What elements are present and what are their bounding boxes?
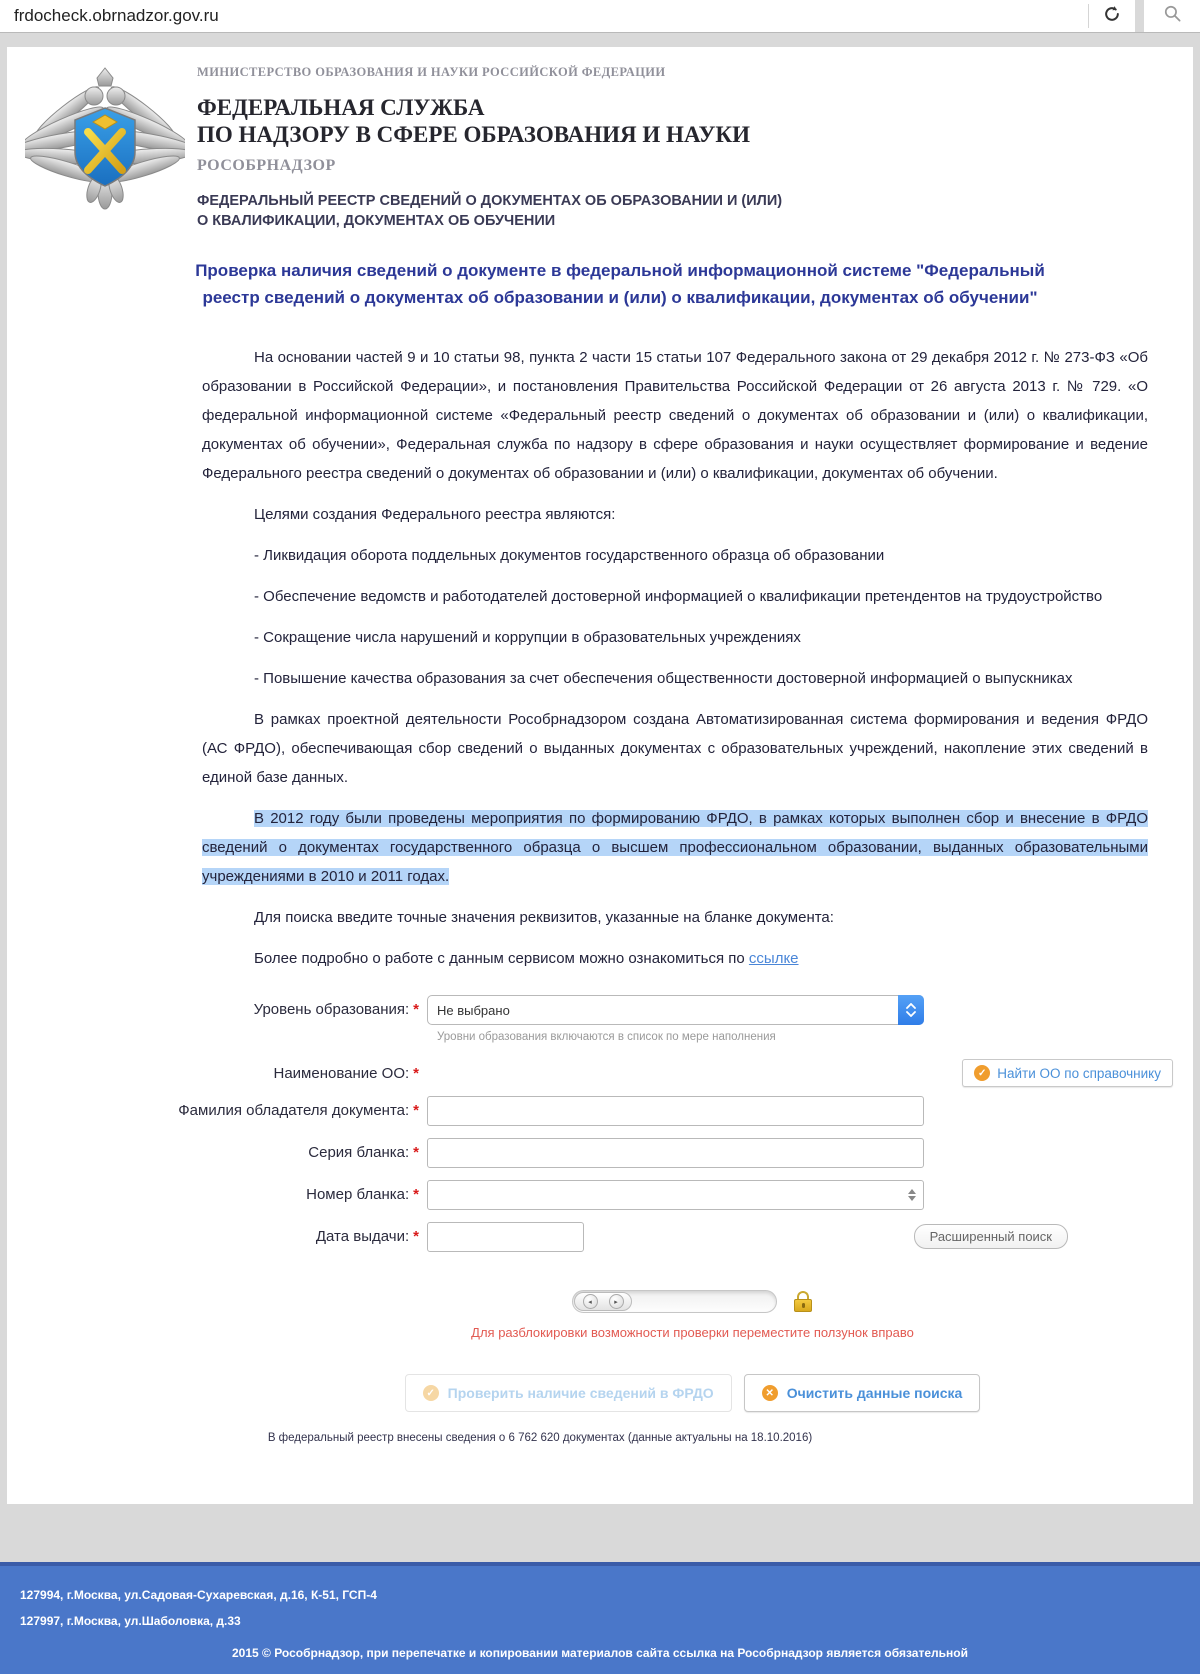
required-marker: * xyxy=(413,1065,419,1082)
search-instruction: Для поиска введите точные значения реквизитов, указанные на бланке документа: xyxy=(254,909,834,926)
surname-input[interactable] xyxy=(427,1096,924,1126)
org-name-row xyxy=(7,1059,1193,1082)
education-level-label: Уровень образования: * xyxy=(253,1001,419,1018)
goal-item-2: - Обеспечение ведомств и работодателей достоверной информацией о квалификации претендентов на трудоустройство xyxy=(254,588,1103,605)
more-info-text: Более подробно о работе с данным сервисом можно ознакомиться по xyxy=(254,950,745,967)
close-circle-icon: ✕ xyxy=(762,1385,778,1401)
clear-search-button[interactable] xyxy=(744,1374,981,1412)
org-name-label: Наименование ОО: * xyxy=(273,1065,419,1082)
slider-zone xyxy=(192,1264,1193,1412)
document-check-form xyxy=(7,995,1193,1252)
goal-item-1: - Ликвидация оборота поддельных документов государственного образца об образовании xyxy=(254,547,885,564)
reload-button[interactable] xyxy=(1089,0,1135,32)
number-stepper-icon[interactable] xyxy=(905,1186,918,1204)
more-info-link[interactable]: ссылке xyxy=(748,950,799,967)
required-marker: * xyxy=(413,1102,419,1119)
unlock-hint: Для разблокировки возможности проверки переместите ползунок вправо xyxy=(471,1325,914,1340)
education-level-help: Уровни образования включаются в список по мере наполнения xyxy=(437,1031,776,1043)
number-row xyxy=(7,1180,1193,1210)
registry-stats-line: В федеральный реестр внесены сведения о 6 762 620 документах (данные актуальны на 18.10.2016) xyxy=(267,1432,813,1444)
issue-date-label: Дата выдачи: * xyxy=(315,1228,419,1245)
required-marker: * xyxy=(413,1144,419,1161)
more-info-line xyxy=(202,944,1148,973)
number-label: Номер бланка: * xyxy=(306,1186,419,1203)
issue-date-input[interactable] xyxy=(427,1222,584,1252)
highlighted-paragraph xyxy=(202,804,1148,891)
required-marker: * xyxy=(413,1228,419,1245)
number-input[interactable] xyxy=(427,1180,924,1210)
intro-paragraph: На основании частей 9 и 10 статьи 98, пункта 2 части 15 статьи 107 Федерального закона от 29 декабря 2012 г. № 273-ФЗ «Об образовании в Российской Федерации», и постановления Правительства Российской Федерации от 26 августа 2013 г. № 729. «О федеральной информационной системе «Федеральный реестр сведений о документах об образовании и (или) о квалификации, документах об обучении», Федеральная служба по надзору в сфере образования и науки осуществляет формирование и ведение Федерального реестра сведений о документах об образовании и (или) о квалификации, документах об обучении. xyxy=(202,349,1148,482)
education-level-selected-value: Не выбрано xyxy=(437,1002,510,1018)
clear-search-button-label: Очистить данные поиска xyxy=(786,1385,963,1401)
check-circle-icon: ✓ xyxy=(423,1385,439,1401)
check-frdo-button-label: Проверить наличие сведений в ФРДО xyxy=(447,1385,714,1401)
page-content xyxy=(7,47,1193,1504)
lock-icon xyxy=(793,1291,813,1313)
rosobrnadzor-eagle-logo xyxy=(25,57,197,231)
find-org-button[interactable] xyxy=(962,1059,1173,1087)
chevron-up-down-icon xyxy=(898,995,924,1025)
registry-name xyxy=(197,191,782,231)
check-circle-icon: ✓ xyxy=(974,1065,990,1081)
browser-bar xyxy=(0,0,1200,33)
text-selection-highlight: В 2012 году были проведены мероприятия по формированию ФРДО, в рамках которых выполнен сбор и внесение в ФРДО сведений о документах государственного образца о высшем профессиональном образовании, выданных образовательными учреждениями в 2010 и 2011 годах. xyxy=(202,810,1148,885)
site-header xyxy=(7,47,1193,231)
short-name: РОСОБРНАДЗОР xyxy=(197,157,336,174)
frdo-paragraph: В рамках проектной деятельности Рособрнадзором создана Автоматизированная система формирования и ведения ФРДО (АС ФРДО), обеспечивающая сбор сведений о выданных документах с образовательных учреждений, накопление этих сведений в единой базе данных. xyxy=(202,711,1148,786)
unlock-slider-track[interactable] xyxy=(572,1290,777,1313)
arrow-right-icon: ▸ xyxy=(609,1294,624,1309)
education-level-row xyxy=(7,995,1193,1043)
page-title: Проверка наличия сведений о документе в федеральной информационной системе "Федеральный реестр сведений о документах об образовании и (или) о квалификации, документах об обучении" xyxy=(195,261,1045,307)
surname-row xyxy=(7,1096,1193,1126)
goals-title: Целями создания Федерального реестра являются: xyxy=(254,506,616,523)
address-bar[interactable] xyxy=(0,0,1088,32)
service-name-line2: ПО НАДЗОРУ В СФЕРЕ ОБРАЗОВАНИЯ И НАУКИ xyxy=(197,122,750,147)
footer-address-1: 127994, г.Москва, ул.Садовая-Сухаревская, д.16, К-51, ГСП-4 xyxy=(20,1588,377,1602)
series-row xyxy=(7,1138,1193,1168)
advanced-search-button[interactable]: Расширенный поиск xyxy=(914,1224,1068,1249)
service-name-line1: ФЕДЕРАЛЬНАЯ СЛУЖБА xyxy=(197,95,485,120)
intro-text xyxy=(7,343,1193,973)
site-footer xyxy=(0,1562,1200,1674)
url-text: frdocheck.obrnadzor.gov.ru xyxy=(14,6,219,25)
goal-item-4: - Повышение качества образования за счет обеспечения общественности достоверной информацией о выпускниках xyxy=(254,670,1073,687)
footer-address-2: 127997, г.Москва, ул.Шаболовка, д.33 xyxy=(20,1614,241,1628)
footer-copyright: 2015 © Рособрнадзор, при перепечатке и копировании материалов сайта ссылка на Рособрнадзор является обязательной xyxy=(232,1646,968,1660)
chrome-gap xyxy=(1135,0,1144,32)
education-level-select[interactable] xyxy=(427,995,924,1025)
search-icon xyxy=(1163,4,1182,28)
header-text-block xyxy=(197,57,782,231)
series-label: Серия бланка: * xyxy=(308,1144,419,1161)
goal-item-3: - Сокращение числа нарушений и коррупции в образовательных учреждениях xyxy=(254,629,801,646)
reload-icon xyxy=(1102,4,1122,29)
ministry-line: МИНИСТЕРСТВО ОБРАЗОВАНИЯ И НАУКИ РОССИЙСКОЙ ФЕДЕРАЦИИ xyxy=(197,65,666,79)
unlock-slider-handle[interactable] xyxy=(574,1292,632,1311)
find-org-button-label: Найти ОО по справочнику xyxy=(997,1065,1161,1081)
actions-row xyxy=(405,1374,981,1412)
series-input[interactable] xyxy=(427,1138,924,1168)
check-frdo-button[interactable] xyxy=(405,1374,732,1412)
registry-name-line2: О КВАЛИФИКАЦИИ, ДОКУМЕНТАХ ОБ ОБУЧЕНИИ xyxy=(197,213,556,229)
issue-date-row xyxy=(7,1222,1193,1252)
search-button[interactable] xyxy=(1144,0,1200,32)
surname-label: Фамилия обладателя документа: * xyxy=(178,1102,419,1119)
required-marker: * xyxy=(413,1001,419,1018)
registry-name-line1: ФЕДЕРАЛЬНЫЙ РЕЕСТР СВЕДЕНИЙ О ДОКУМЕНТАХ ОБ ОБРАЗОВАНИИ И (ИЛИ) xyxy=(197,193,783,209)
arrow-left-icon: ◂ xyxy=(583,1294,598,1309)
required-marker: * xyxy=(413,1186,419,1203)
